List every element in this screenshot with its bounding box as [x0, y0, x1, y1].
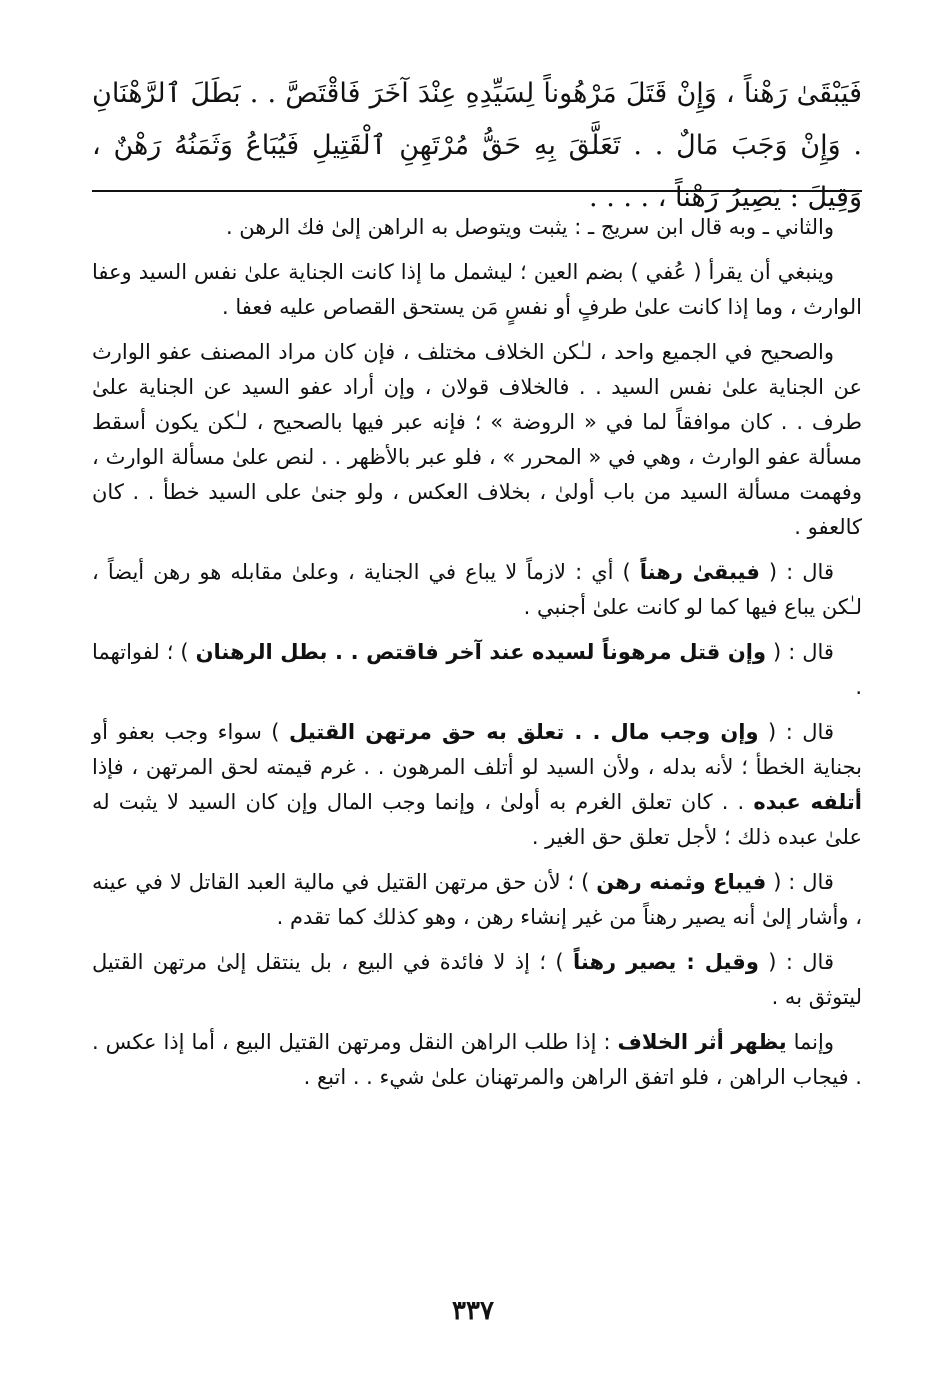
quoted-matn: وإن قتل مرهوناً لسيده عند آخر فاقتص . . بطل الرهنان — [195, 640, 767, 664]
quoted-matn: فيبقىٰ رهناً — [639, 560, 760, 584]
paragraph-text: ) ؛ لأن حق مرتهن القتيل في مالية العبد القاتل لا في عينه ، وأشار إلىٰ أنه يصير رهناً من غير إنشاء رهن ، وهو كذلك كما تقدم . — [92, 870, 862, 929]
paragraph-text-2: . . كان تعلق الغرم به أولىٰ ، وإنما وجب المال وإن كان السيد لا يثبت له علىٰ عبده ذلك ؛ لأجل تعلق حق الغير . — [92, 790, 862, 849]
commentary — [92, 210, 862, 1105]
quoted-matn: وإن وجب مال . . تعلق به حق مرتهن القتيل — [288, 720, 759, 744]
paragraph-text: ) أي : لازماً لا يباع في الجناية ، وعلىٰ مقابله هو رهن أيضاً ، لـٰكن يباع فيها كما لو كانت علىٰ أجنبي . — [92, 560, 862, 619]
commentary-paragraph-9 — [92, 1025, 862, 1095]
paragraph-text: : إذا طلب الراهن النقل ومرتهن القتيل البيع ، أما إذا عكس . . فيجاب الراهن ، فلو اتفق الراهن والمرتهنان علىٰ شيء . . اتبع . — [92, 1030, 862, 1089]
paragraph-lead: قال : ( — [773, 640, 834, 664]
main-text — [92, 68, 862, 224]
paragraph-lead: وإنما — [793, 1030, 834, 1054]
paragraph-text: ) ؛ إذ لا فائدة في البيع ، بل ينتقل إلىٰ مرتهن القتيل ليتوثق به . — [92, 950, 862, 1009]
quoted-matn-2: أتلفه عبده — [753, 790, 862, 814]
paragraph-text: والثاني ـ وبه قال ابن سريج ـ : يثبت ويتوصل به الراهن إلىٰ فك الرهن . — [225, 215, 834, 239]
commentary-paragraph-4 — [92, 555, 862, 625]
commentary-paragraph-1 — [92, 210, 862, 245]
commentary-paragraph-8 — [92, 945, 862, 1015]
main-text-content: فَيَبْقَىٰ رَهْناً ، وَإِنْ قَتَلَ مَرْهُوناً لِسَيِّدِهِ عِنْدَ آخَرَ فَاقْتَصَّ . . بَطَلَ ٱلرَّهْنَانِ . وَإِنْ وَجَبَ مَالٌ . . تَعَلَّقَ بِهِ حَقُّ مُرْتَهِنِ ٱلْقَتِيلِ فَيُبَاعُ وَثَمَنُهُ رَهْنٌ ، وَقِيلَ : يَصِيرُ رَهْناً ، . . . . — [92, 78, 862, 213]
commentary-paragraph-3 — [92, 335, 862, 545]
commentary-paragraph-6 — [92, 715, 862, 855]
page-number: ٣٣٧ — [452, 1296, 494, 1326]
paragraph-lead: قال : ( — [768, 560, 834, 584]
commentary-paragraph-7 — [92, 865, 862, 935]
commentary-paragraph-5 — [92, 635, 862, 705]
commentary-paragraph-2 — [92, 255, 862, 325]
quoted-matn: وقيل : يصير رهناً — [572, 950, 759, 974]
quoted-matn: فيباع وثمنه رهن — [596, 870, 767, 894]
paragraph-text: وينبغي أن يقرأ ( عُفي ) بضم العين ؛ ليشمل ما إذا كانت الجناية علىٰ نفس السيد وعفا الوارث ، وما إذا كانت علىٰ طرفٍ أو نفسٍ مَن يستحق القصاص عليه فعفا . — [92, 260, 862, 319]
paragraph-lead: قال : ( — [773, 870, 834, 894]
paragraph-text: والصحيح في الجميع واحد ، لـٰكن الخلاف مختلف ، فإن كان مراد المصنف عفو الوارث عن الجناية علىٰ نفس السيد . . فالخلاف قولان ، وإن أراد عفو السيد عن الجناية علىٰ طرف . . كان موافقاً لما في « الروضة » ؛ فإنه عبر فيها بالصحيح ، لـٰكن يكون أسقط مسألة عفو الوارث ، وهي في « المحرر » ، فلو عبر بالأظهر . . لنص علىٰ مسألة الوارث ، وفهمت مسألة السيد من باب أولىٰ ، بخلاف العكس ، ولو جنىٰ على السيد خطأ . . كان كالعفو . — [92, 340, 862, 539]
paragraph-text: ) سواء وجب بعفو أو بجناية الخطأ ؛ لأنه بدله ، ولأن السيد لو أتلف المرهون . . غرم قيمته لحق المرتهن ، فإذا — [92, 720, 862, 779]
paragraph-text: ) ؛ لفواتهما . — [92, 640, 862, 699]
quoted-matn: يظهر أثر الخلاف — [617, 1030, 787, 1054]
paragraph-lead: قال : ( — [768, 950, 834, 974]
paragraph-lead: قال : ( — [768, 720, 834, 744]
separator-line — [92, 190, 862, 192]
